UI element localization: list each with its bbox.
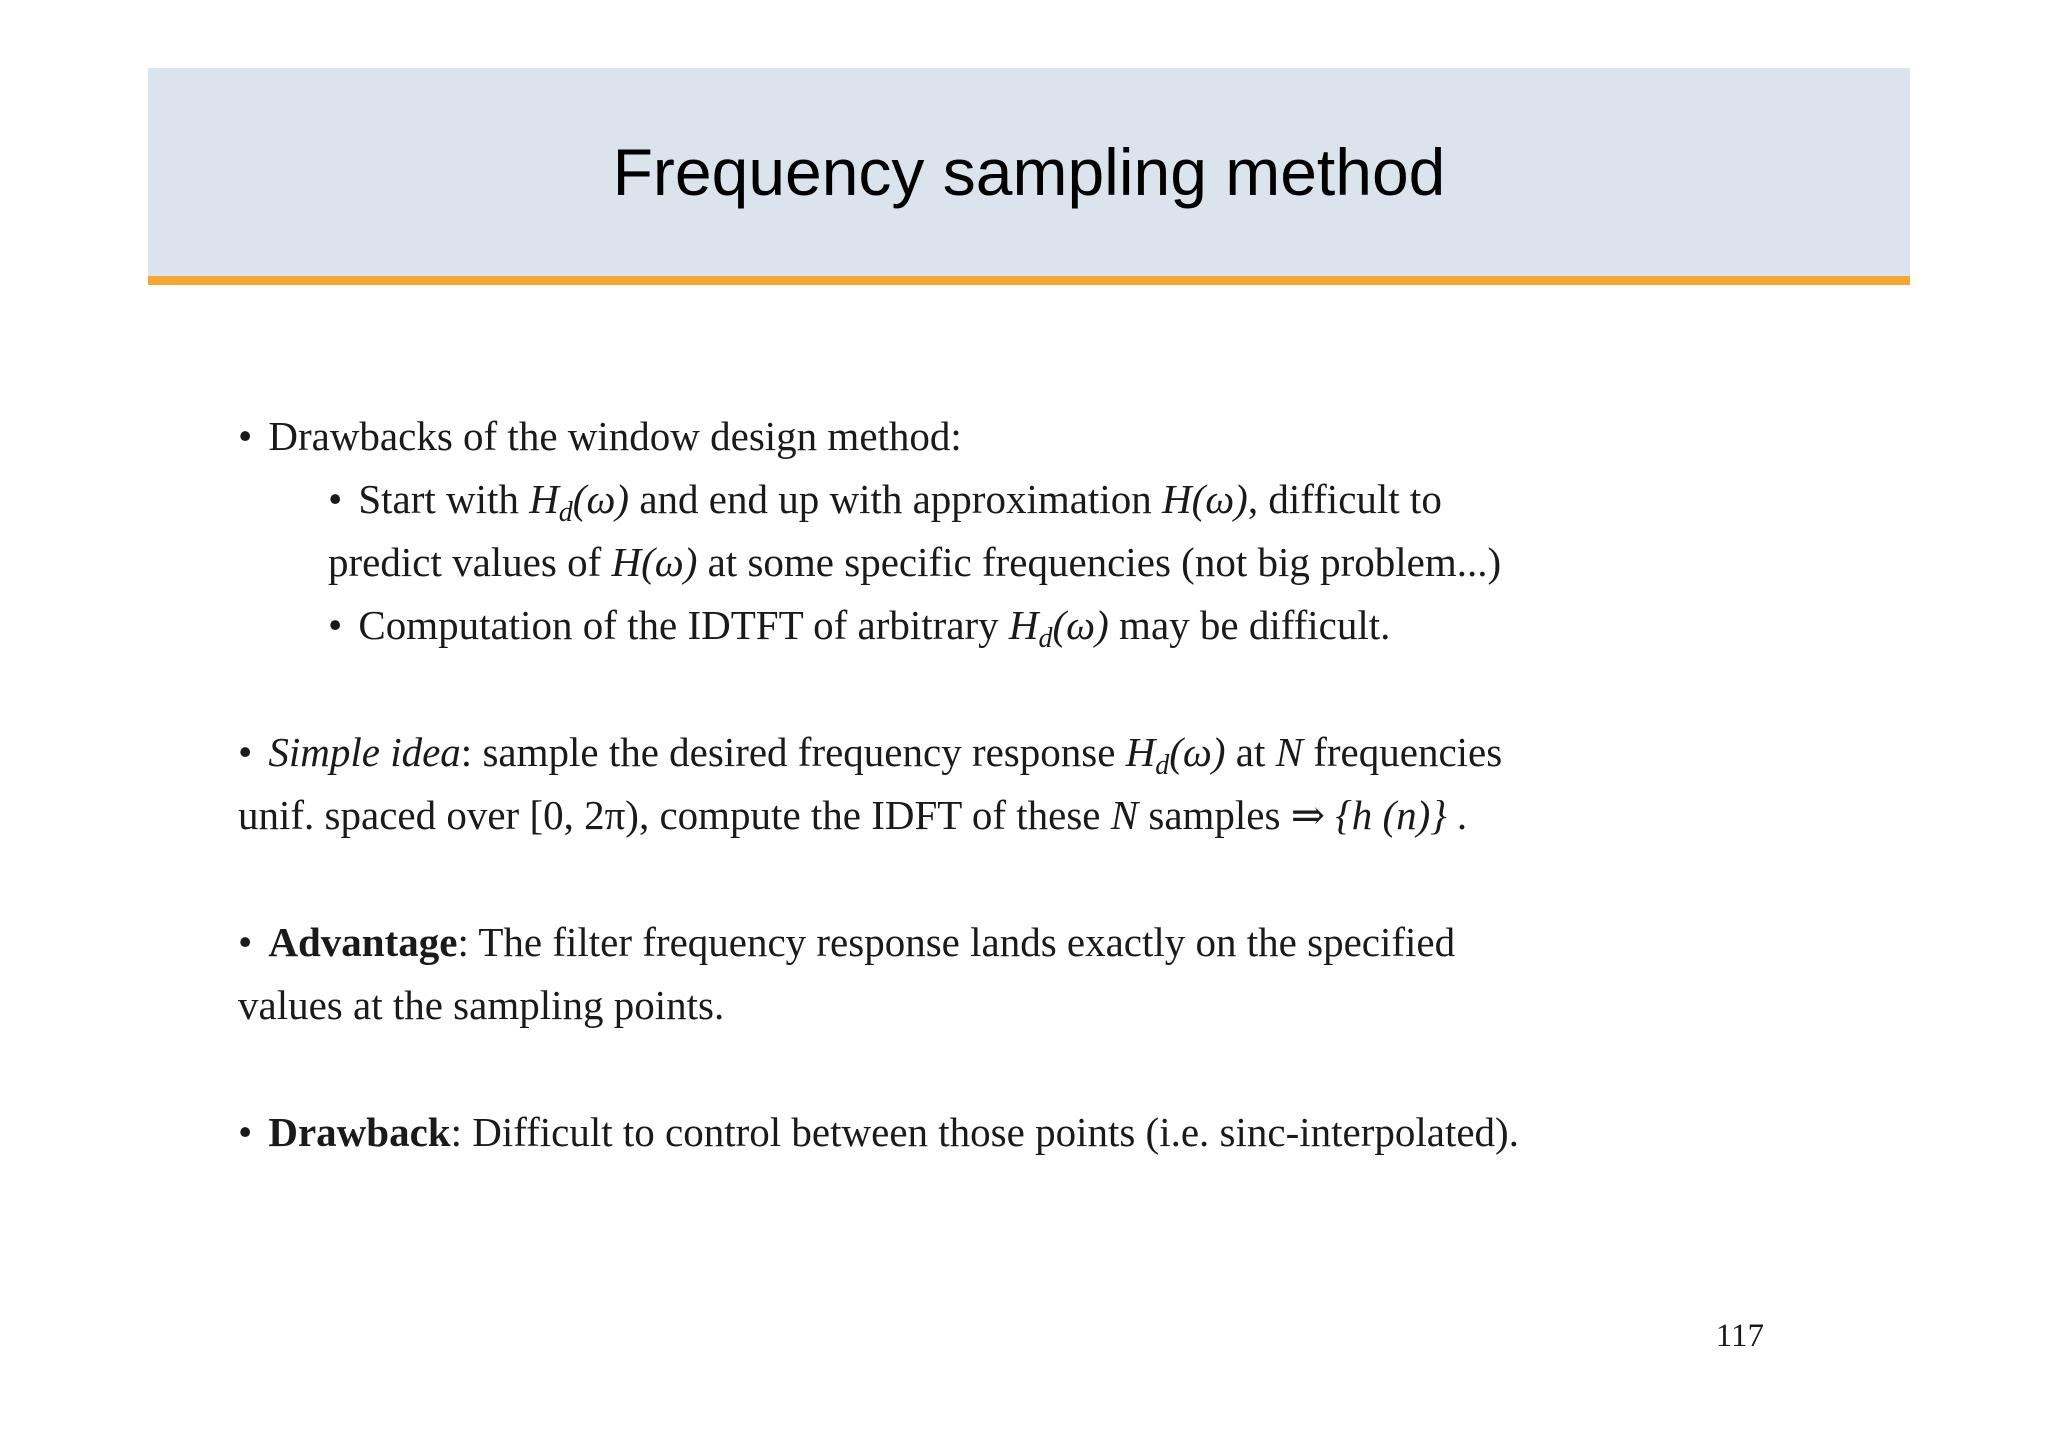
sub-bullet-start-with [328,468,1838,594]
bullet-dot: • [238,1109,253,1155]
advantage-label: Advantage [268,919,458,965]
bullet-simple-idea [238,721,1838,847]
text: , difficult to [1247,476,1442,522]
text: . [1446,792,1468,838]
bullet-dot: • [238,729,253,775]
drawback-label: Drawback [268,1109,451,1155]
bullet-dot: • [328,602,343,648]
math-H: H [1008,602,1039,648]
page-number: 117 [1715,1318,1764,1354]
math-omega-arg: (ω) [1169,729,1226,775]
bullet-drawbacks-window [238,405,1838,657]
bullet-dot: • [238,413,253,459]
text: : Difficult to control between those points (i.e. sinc-interpolated). [450,1109,1519,1155]
math-omega-arg: (ω) [1052,602,1109,648]
math-H: H [611,539,642,585]
text: samples ⇒ [1138,792,1336,838]
math-omega-arg: (ω) [1191,476,1248,522]
bullet-dot: • [328,476,343,522]
title-underline [148,276,1910,285]
bullet-drawbacks-window-heading [238,405,1838,468]
text: : The filter frequency response lands exactly on the specified [457,919,1456,965]
bullet-advantage [238,911,1838,1037]
math-H: H [1125,729,1156,775]
math-interval: [0, 2π) [529,792,639,838]
math-N: N [1275,729,1303,775]
math-omega-arg: (ω) [572,476,630,522]
math-omega-arg: (ω) [641,539,698,585]
simple-idea-label: Simple idea [268,729,461,775]
math-N: N [1110,792,1139,838]
text: at some specific frequencies (not big problem...) [697,539,1502,585]
math-set-h-n: {h (n)} [1335,792,1447,838]
text: may be difficult. [1108,602,1391,648]
text: frequencies [1303,729,1503,775]
math-H: H [529,476,559,522]
sub-bullet-list [238,468,1838,657]
sub-bullet-computation [328,594,1838,657]
slide-body [238,405,1838,1164]
math-subscript-d: d [558,497,573,528]
text: values at the sampling points. [238,982,725,1028]
slide-title: Frequency sampling method [612,135,1446,209]
math-subscript-d: d [1155,750,1170,781]
text: : sample the desired frequency response [460,729,1126,775]
text: unif. spaced over [238,792,530,838]
text: , compute the IDFT of these [638,792,1111,838]
math-H: H [1161,476,1192,522]
math-subscript-d: d [1038,623,1053,654]
bullet-drawback [238,1101,1838,1164]
text: predict values of [328,539,612,585]
text: Start with [358,476,530,522]
heading-text: Drawbacks of the window design method: [268,413,962,459]
text: at [1225,729,1276,775]
bullet-dot: • [238,919,253,965]
text: and end up with approximation [629,476,1162,522]
text: Computation of the IDTFT of arbitrary [358,602,1009,648]
